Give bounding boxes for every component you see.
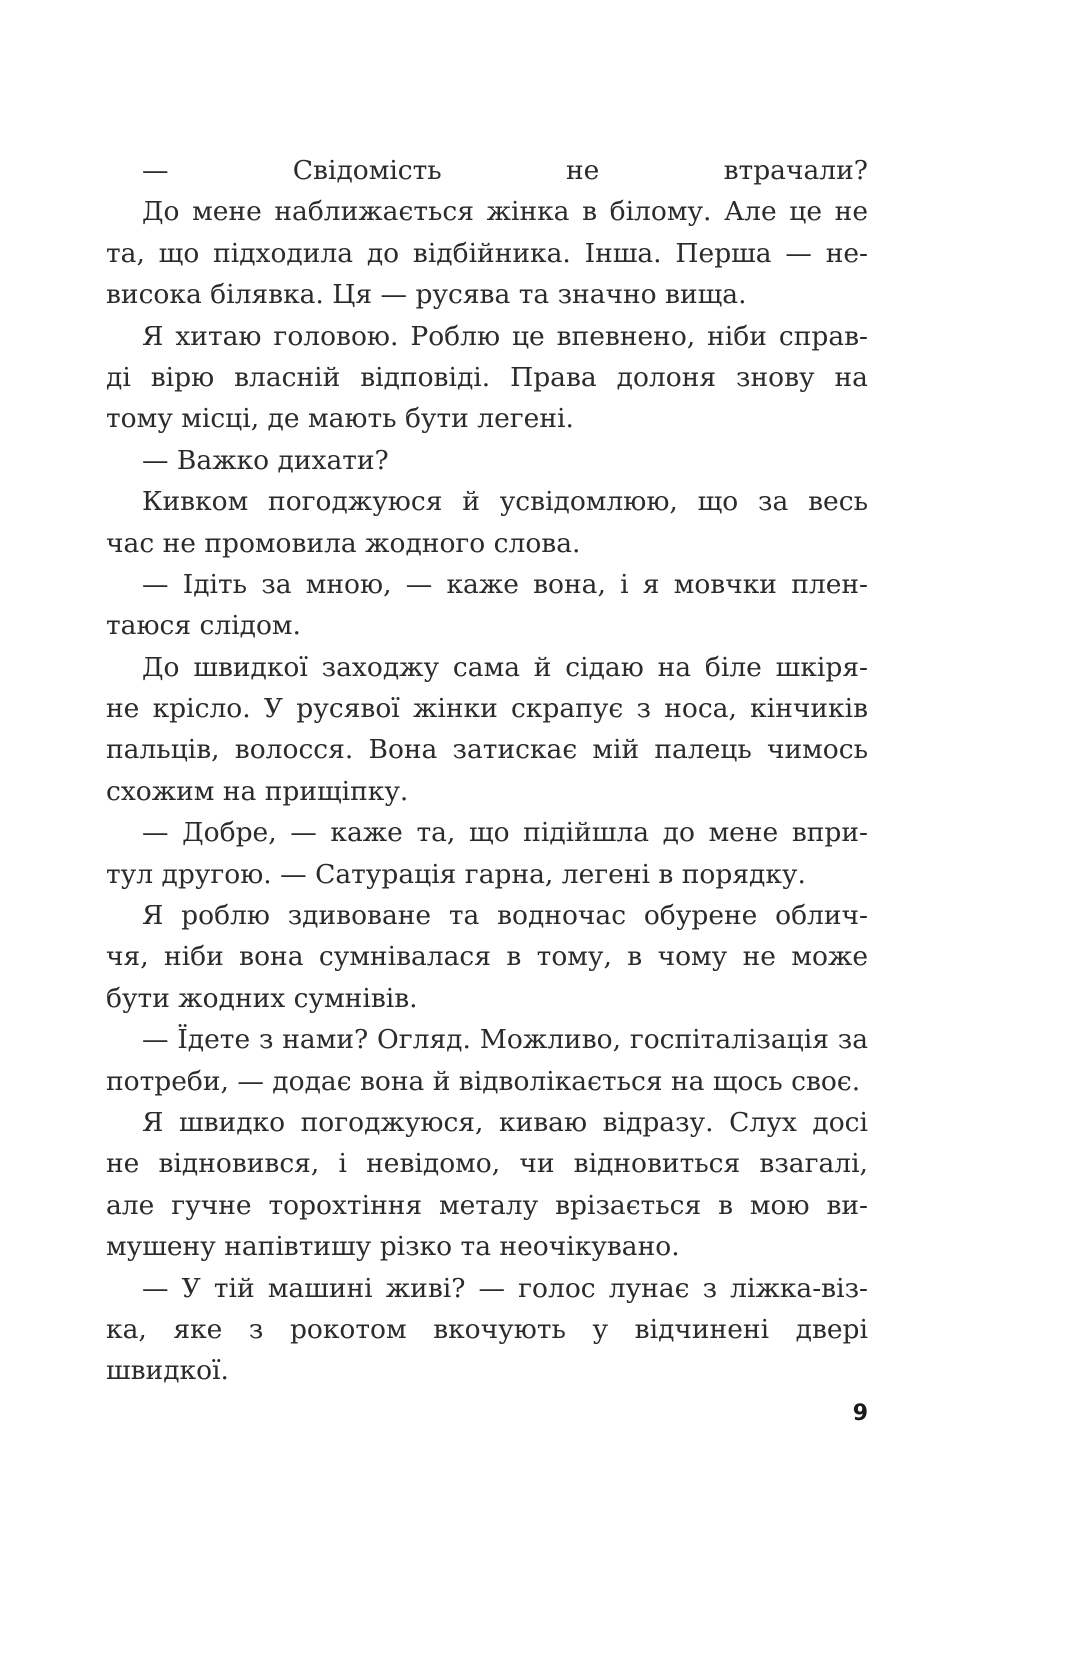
text-line: не відновився, і невідомо, чи відновиться взагалі, [106,1148,868,1180]
text-line: схожим на прищіпку. [106,775,409,807]
text-line: Я швидко погоджуюся, киваю відразу. Слух досі [142,1106,868,1138]
text-line: час не промовила жодного слова. [106,527,581,559]
text-line: — Добре, — каже та, що підійшла до мене впри- [142,817,868,849]
text-line: ка, яке з рокотом вкочують у відчинені двері [106,1313,868,1345]
text-line: До швидкої заходжу сама й сідаю на біле шкіря- [142,651,868,683]
text-line: висока білявка. Ця — русява та значно вища. [106,279,747,311]
text-line: але гучне торохтіння металу врізається в мою ви- [106,1189,868,1221]
text-line: пальців, волосся. Вона затискає мій палець чимось [106,734,868,766]
text-line: мушену напівтишу різко та неочікувано. [106,1231,680,1263]
text-line: ді вірю власній відповіді. Права долоня знову на [106,361,868,393]
text-line: тому місці, де мають бути легені. [106,403,574,435]
text-line: чя, ніби вона сумнівалася в тому, в чому не може [106,941,868,973]
text-line: не крісло. У русявої жінки скрапує з носа, кінчиків [106,693,868,725]
text-line: таюся слідом. [106,610,301,642]
text-line: — Важко дихати? [142,444,389,476]
text-line: — Ідіть за мною, — каже вона, і я мовчки плен- [142,568,868,600]
page-number: 9 [852,1401,868,1426]
text-line: — У тій машині живі? — голос лунає з ліжка-віз- [142,1272,868,1304]
text-line: — Їдете з нами? Огляд. Можливо, госпіталізація за [142,1024,868,1056]
text-line: Кивком погоджуюся й усвідомлюю, що за весь [142,486,868,518]
text-line: тул другою. — Сатурація гарна, легені в порядку. [106,858,806,890]
text-line: Я роблю здивоване та водночас обурене облич- [142,900,868,932]
text-line: та, що підходила до відбійника. Інша. Перша — не- [106,237,868,269]
text-line: До мене наближається жінка в білому. Але це не [142,196,868,228]
text-line: Я хитаю головою. Роблю це впевнено, ніби справ- [142,320,868,352]
text-line: швидкої. [106,1355,229,1387]
text-line: — Свідомість не втрачали? [142,155,868,186]
text-line: бути жодних сумнівів. [106,982,418,1014]
body-text [106,150,868,1392]
text-line: потреби, — додає вона й відволікається на щось своє. [106,1065,861,1097]
